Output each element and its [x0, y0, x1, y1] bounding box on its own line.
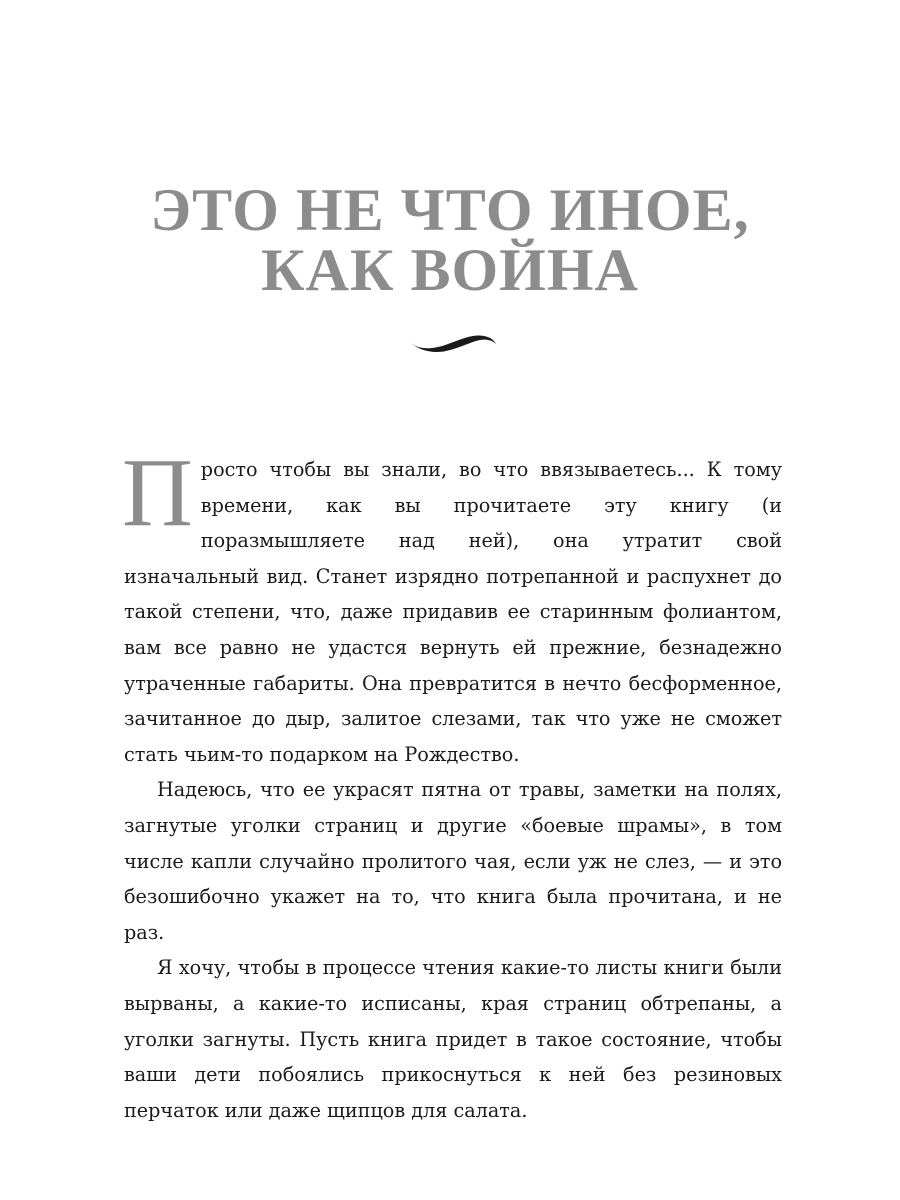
paragraph-2: Надеюсь, что ее украсят пятна от травы, заметки на полях, загнутые уголки страниц и другие «боевые шрамы», в том числе капли случайно пролитого чая, если уж не слез, — и это безошибочно укажет на то, что книга была прочитана, и не раз.	[124, 778, 782, 944]
paragraph-1	[122, 439, 782, 772]
body-text	[122, 439, 782, 1128]
swash-ornament-icon	[408, 328, 498, 358]
paragraph-1-text: росто чтобы вы знали, во что ввязываетесь... К тому времени, как вы прочитаете эту книгу (и поразмышляете над ней), она утратит свой изначальный вид. Станет изрядно потрепанной и распухнет до такой степени, что, даже придавив ее старинным фолиантом, вам все равно не удастся вернуть ей прежние, безнадежно утраченные габариты. Она превратится в нечто бесформенное, зачитанное до дыр, залитое слезами, так что уже не сможет стать чьим-то подарком на Рождество.	[124, 458, 782, 766]
paragraph-3: Я хочу, чтобы в процессе чтения какие-то листы книги были вырваны, а какие-то исписаны, края страниц обтрепаны, а уголки загнуты. Пусть книга придет в такое состояние, чтобы ваши дети побоялись прикоснуться к ней без резиновых перчаток или даже щипцов для салата.	[124, 956, 782, 1122]
chapter-title-line-2: КАК ВОЙНА	[261, 237, 639, 303]
drop-cap-letter: П	[122, 439, 193, 547]
chapter-title-line-1: ЭТО НЕ ЧТО ИНОЕ,	[150, 177, 750, 243]
